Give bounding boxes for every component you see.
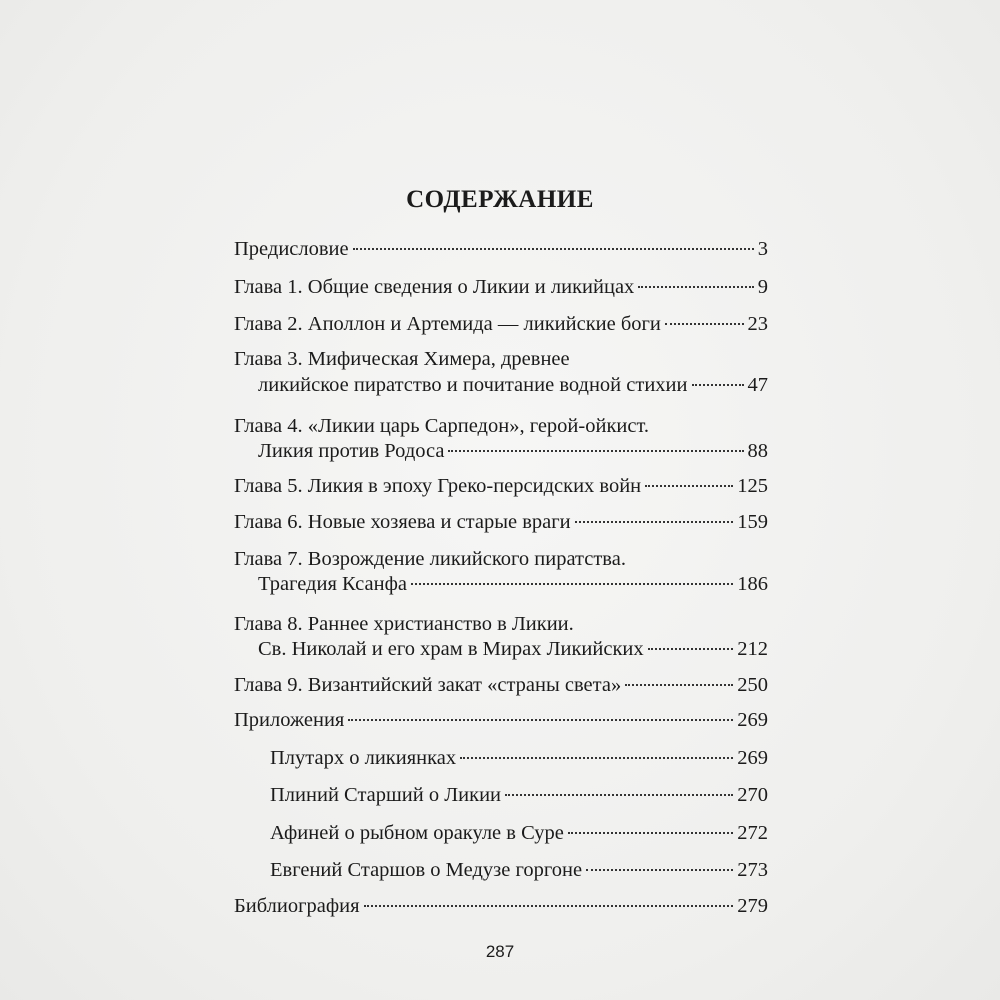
toc-page-number: 250 bbox=[737, 674, 768, 696]
toc-page-number: 88 bbox=[747, 440, 768, 462]
page-number: 287 bbox=[485, 942, 515, 961]
dot-leader bbox=[665, 323, 744, 325]
toc-entry-text: Ликия против Родоса bbox=[258, 440, 445, 462]
toc-page-number: 273 bbox=[737, 859, 768, 881]
dot-leader bbox=[348, 719, 733, 721]
dot-leader bbox=[448, 450, 743, 452]
toc-page-number: 9 bbox=[757, 276, 768, 298]
toc-page-number: 47 bbox=[747, 374, 768, 396]
toc-page-number: 23 bbox=[747, 313, 768, 335]
toc-page-number: 279 bbox=[737, 895, 768, 917]
dot-leader bbox=[648, 648, 734, 650]
dot-leader bbox=[364, 905, 734, 907]
toc-page-number: 269 bbox=[737, 709, 768, 731]
toc-entry-appendix-2 bbox=[270, 782, 768, 808]
dot-leader bbox=[460, 757, 733, 759]
toc-page-number: 159 bbox=[737, 511, 768, 533]
toc-page-number: 272 bbox=[737, 822, 768, 844]
toc-entry-appendix-4 bbox=[270, 857, 768, 883]
toc-entry-appendix-1 bbox=[270, 745, 768, 771]
dot-leader bbox=[353, 248, 754, 250]
dot-leader bbox=[625, 684, 733, 686]
toc-entry-text: Глава 2. Аполлон и Артемида — ликийские боги bbox=[234, 313, 661, 335]
toc-entry-text: Плиний Старший о Ликии bbox=[270, 784, 502, 806]
dot-leader bbox=[411, 583, 733, 585]
dot-leader bbox=[692, 384, 744, 386]
dot-leader bbox=[568, 832, 733, 834]
page-title: СОДЕРЖАНИЕ bbox=[406, 186, 594, 213]
toc-entry-chapter-8-line1: Глава 8. Раннее христианство в Ликии. bbox=[234, 613, 574, 635]
toc-entry-chapter-8 bbox=[258, 636, 768, 662]
dot-leader bbox=[638, 286, 753, 288]
toc-page-number: 212 bbox=[737, 638, 768, 660]
toc-entry-bibliography bbox=[234, 893, 768, 919]
toc-entry-chapter-2 bbox=[234, 311, 768, 337]
toc-page-number: 269 bbox=[737, 747, 768, 769]
toc-page-number: 125 bbox=[737, 475, 768, 497]
toc-entry-text: Евгений Старшов о Медузе горгоне bbox=[270, 859, 583, 881]
toc-entry-chapter-7-line1: Глава 7. Возрождение ликийского пиратства. bbox=[234, 548, 626, 570]
toc-entry-chapter-4-line1: Глава 4. «Ликии царь Сарпедон», герой-ойкист. bbox=[234, 415, 650, 437]
toc-entry-chapter-1 bbox=[234, 274, 768, 300]
toc-entry-text: Библиография bbox=[234, 895, 360, 917]
toc-entry-text: Трагедия Ксанфа bbox=[258, 573, 407, 595]
toc-entry-preface bbox=[234, 236, 768, 262]
toc-entry-chapter-4 bbox=[258, 438, 768, 464]
toc-entry-text: Глава 1. Общие сведения о Ликии и ликийцах bbox=[234, 276, 635, 298]
toc-entry-text: Глава 5. Ликия в эпоху Греко-персидских войн bbox=[234, 475, 642, 497]
toc-entry-appendix bbox=[234, 707, 768, 733]
toc-entry-chapter-6 bbox=[234, 509, 768, 535]
toc-entry-chapter-7 bbox=[258, 571, 768, 597]
toc-entry-text: Глава 6. Новые хозяева и старые враги bbox=[234, 511, 571, 533]
toc-entry-chapter-9 bbox=[234, 672, 768, 698]
toc-entry-text: Предисловие bbox=[234, 238, 349, 260]
toc-entry-text: Приложения bbox=[234, 709, 345, 731]
toc-entry-chapter-3 bbox=[258, 372, 768, 398]
toc-entry-appendix-3 bbox=[270, 820, 768, 846]
dot-leader bbox=[645, 485, 733, 487]
toc-entry-chapter-3-line1: Глава 3. Мифическая Химера, древнее bbox=[234, 348, 570, 370]
toc-entry-text: Плутарх о ликиянках bbox=[270, 747, 457, 769]
toc-entry-chapter-5 bbox=[234, 473, 768, 499]
toc-page-number: 270 bbox=[737, 784, 768, 806]
toc-entry-text: Афиней о рыбном оракуле в Суре bbox=[270, 822, 564, 844]
toc-page-number: 186 bbox=[737, 573, 768, 595]
dot-leader bbox=[586, 869, 733, 871]
dot-leader bbox=[575, 521, 734, 523]
toc-entry-text: ликийское пиратство и почитание водной стихии bbox=[258, 374, 688, 396]
dot-leader bbox=[505, 794, 733, 796]
toc-page-number: 3 bbox=[757, 238, 768, 260]
toc-entry-text: Св. Николай и его храм в Мирах Ликийских bbox=[258, 638, 644, 660]
toc-entry-text: Глава 9. Византийский закат «страны света» bbox=[234, 674, 622, 696]
